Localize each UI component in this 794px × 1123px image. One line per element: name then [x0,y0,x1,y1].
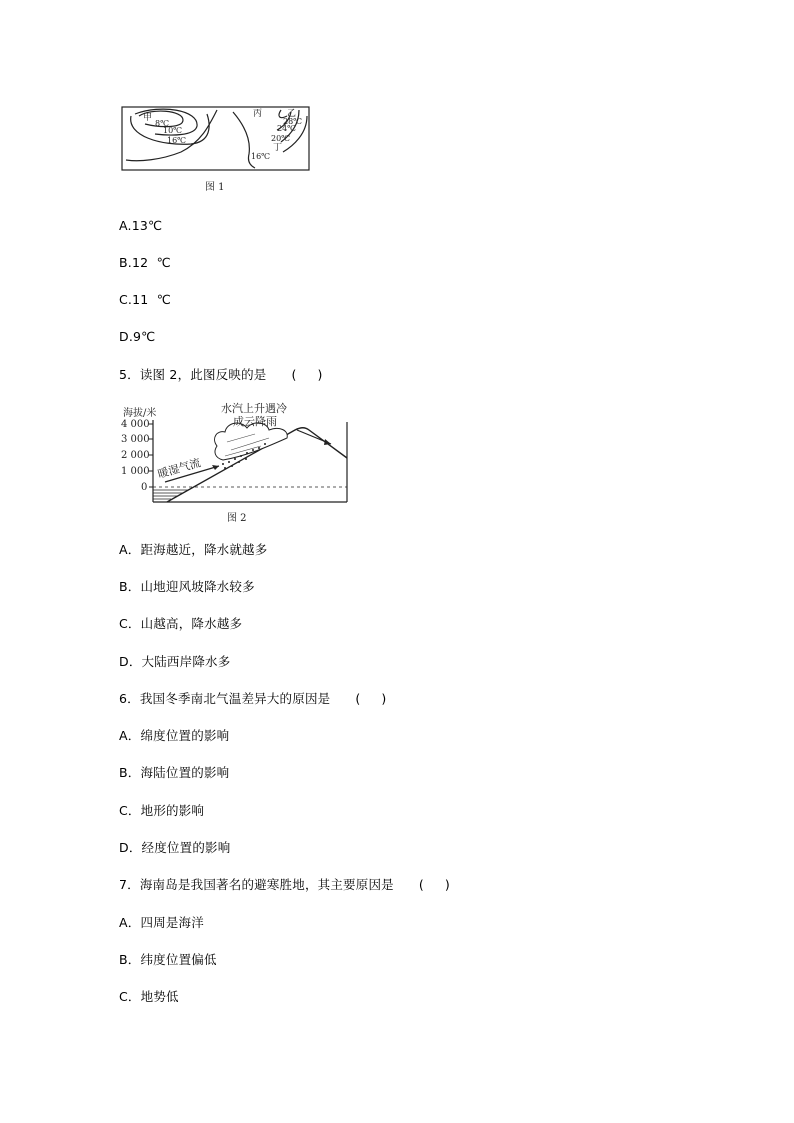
q6-stem: 6．我国冬季南北气温差异大的原因是 ( ) [119,691,387,706]
tick-3000: 3 000 [121,434,150,445]
q5-option-a: A．距海越近，降水就越多 [119,542,268,557]
label-8c: 8℃ [155,119,170,128]
tick-1000: 1 000 [121,466,150,477]
q4-option-c: C.11 ℃ [119,292,171,307]
label-16c-right: 16℃ [251,152,271,161]
figure-2-orographic-rain [119,398,351,506]
q5-option-d: D．大陆西岸降水多 [119,654,231,669]
label-bing: 丙 [253,109,263,119]
label-yi: 乙 [287,109,297,119]
label-28c: 28℃ [283,117,303,126]
cloud-label-2: 成云降雨 [233,415,277,428]
orographic-rain-drawing [119,398,351,506]
tick-0: 0 [141,482,148,493]
flow-label: 暖湿气流 [156,456,203,481]
y-axis-label: 海拔/米 [123,408,157,419]
isotherm-map-drawing [121,106,311,172]
q7-stem: 7．海南岛是我国著名的避寒胜地，其主要原因是 ( ) [119,877,450,892]
q4-option-a: A.13℃ [119,218,163,233]
label-24c: 24℃ [277,124,297,133]
q6-option-c: C．地形的影响 [119,803,205,818]
q6-option-d: D．经度位置的影响 [119,840,231,855]
label-10c: 10℃ [163,126,183,135]
label-16c-left: 16℃ [167,136,187,145]
q6-option-b: B．海陆位置的影响 [119,765,230,780]
q4-option-b: B.12 ℃ [119,255,171,270]
tick-2000: 2 000 [121,450,150,461]
q5-stem: 5．读图 2，此图反映的是 ( ) [119,367,323,382]
cloud-label-1: 水汽上升遇冷 [221,402,287,415]
label-20c: 20℃ [271,134,291,143]
q7-option-a: A．四周是海洋 [119,915,204,930]
q4-option-d: D.9℃ [119,329,156,344]
figure-2-caption: 图 2 [227,513,247,524]
tick-4000: 4 000 [121,419,150,430]
label-ding: 丁 [273,143,283,153]
q7-option-b: B．纬度位置偏低 [119,952,217,967]
q7-option-c: C．地势低 [119,989,179,1004]
label-jia: 甲 [143,113,153,123]
figure-1-caption: 图 1 [205,182,225,193]
q6-option-a: A．绵度位置的影响 [119,728,230,743]
q5-option-b: B．山地迎风坡降水较多 [119,579,255,594]
figure-1-isotherm-map [121,106,311,172]
q5-option-c: C．山越高，降水越多 [119,616,243,631]
